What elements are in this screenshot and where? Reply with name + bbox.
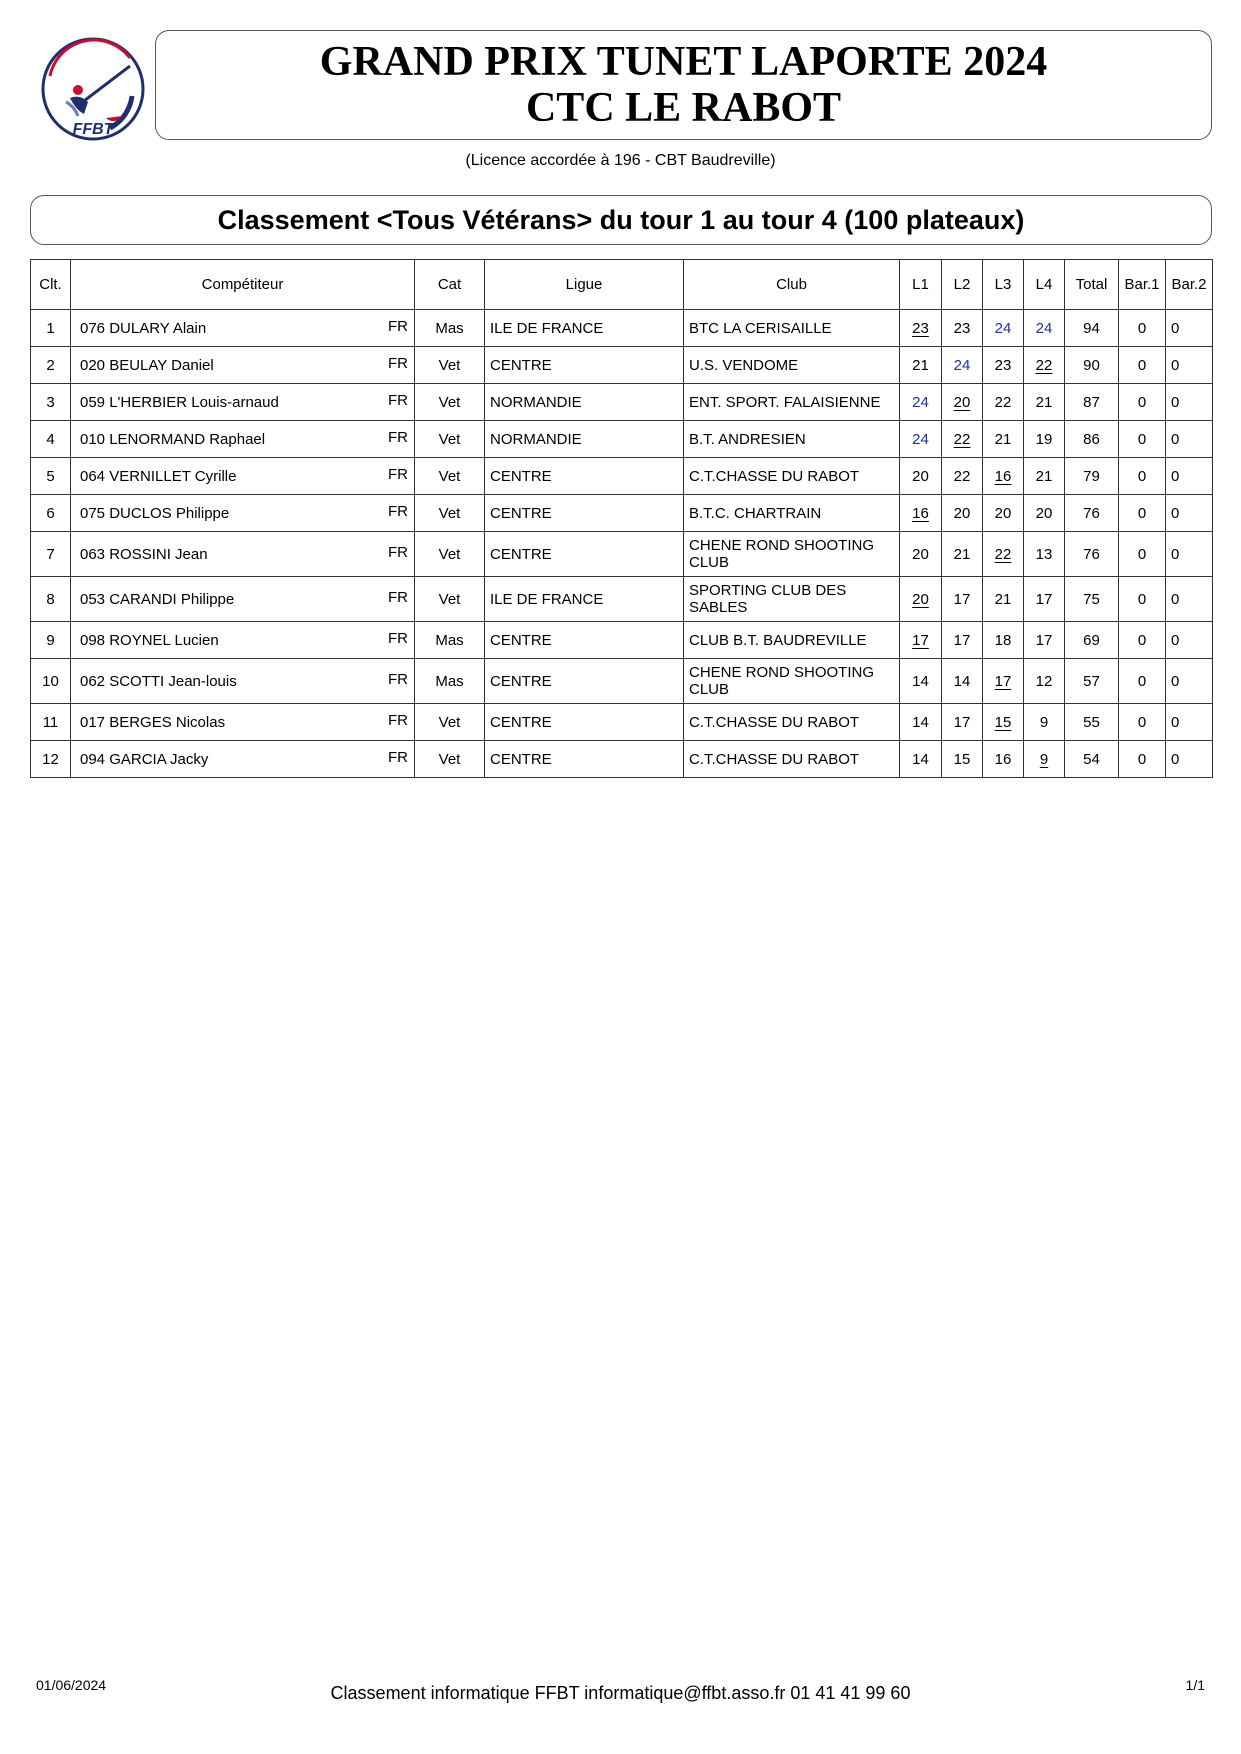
bar2-cell: 0 — [1166, 458, 1213, 495]
total-cell: 94 — [1065, 310, 1119, 347]
header-l3: L3 — [983, 260, 1024, 310]
competitor-cell — [71, 577, 415, 622]
table-row — [31, 495, 1213, 532]
competitor-name: 020 BEULAY Daniel — [80, 356, 214, 374]
total-cell: 55 — [1065, 704, 1119, 741]
rank-cell: 11 — [31, 704, 71, 741]
header-total: Total — [1065, 260, 1119, 310]
bar1-cell: 0 — [1119, 704, 1166, 741]
rank-cell: 7 — [31, 532, 71, 577]
bar1-cell: 0 — [1119, 310, 1166, 347]
competitor-cell — [71, 659, 415, 704]
rank-cell: 4 — [31, 421, 71, 458]
l2-cell: 22 — [942, 458, 983, 495]
ligue-cell: NORMANDIE — [485, 384, 684, 421]
nationality: FR — [388, 543, 408, 561]
l4-cell — [1024, 347, 1065, 384]
bar2-cell: 0 — [1166, 577, 1213, 622]
l2-cell — [942, 384, 983, 421]
bar1-cell: 0 — [1119, 384, 1166, 421]
total-cell: 54 — [1065, 741, 1119, 778]
l4-cell: 13 — [1024, 532, 1065, 577]
club-cell: C.T.CHASSE DU RABOT — [684, 704, 900, 741]
ligue-cell: CENTRE — [485, 458, 684, 495]
rank-cell: 8 — [31, 577, 71, 622]
table-row — [31, 458, 1213, 495]
bar2-cell: 0 — [1166, 622, 1213, 659]
l2-cell: 20 — [942, 495, 983, 532]
table-row — [31, 704, 1213, 741]
logo-text: FFBT — [72, 121, 114, 138]
competitor-cell — [71, 622, 415, 659]
total-cell: 86 — [1065, 421, 1119, 458]
bar2-cell: 0 — [1166, 532, 1213, 577]
competitor-name: 010 LENORMAND Raphael — [80, 430, 266, 448]
nationality: FR — [388, 711, 408, 729]
total-cell: 76 — [1065, 495, 1119, 532]
nationality: FR — [388, 465, 408, 483]
l4-cell: 12 — [1024, 659, 1065, 704]
competitor-name: 053 CARANDI Philippe — [80, 590, 235, 608]
nationality: FR — [388, 748, 408, 766]
ligue-cell: CENTRE — [485, 347, 684, 384]
competitor-name: 017 BERGES Nicolas — [80, 713, 226, 731]
club-cell: CHENE ROND SHOOTING CLUB — [684, 659, 900, 704]
table-row — [31, 421, 1213, 458]
table-row — [31, 659, 1213, 704]
l3-cell: 22 — [983, 384, 1024, 421]
l2-cell: 23 — [942, 310, 983, 347]
rank-cell: 5 — [31, 458, 71, 495]
bar1-cell: 0 — [1119, 347, 1166, 384]
l3-cell: 21 — [983, 577, 1024, 622]
ligue-cell: ILE DE FRANCE — [485, 577, 684, 622]
l4-score: 9 — [1039, 750, 1049, 768]
competitor-cell — [71, 310, 415, 347]
l3-cell: 18 — [983, 622, 1024, 659]
footer-date: 01/06/2024 — [36, 1677, 107, 1693]
total-cell: 75 — [1065, 577, 1119, 622]
club-cell: ENT. SPORT. FALAISIENNE — [684, 384, 900, 421]
competitor-name: 063 ROSSINI Jean — [80, 545, 208, 563]
l2-score: 22 — [953, 430, 971, 448]
l1-cell: 21 — [900, 347, 942, 384]
club-cell: C.T.CHASSE DU RABOT — [684, 458, 900, 495]
event-title: GRAND PRIX TUNET LAPORTE 2024 — [319, 39, 1048, 85]
competitor-name: 076 DULARY Alain — [80, 319, 207, 337]
club-title: CTC LE RABOT — [525, 85, 842, 131]
rank-cell: 2 — [31, 347, 71, 384]
l3-score: 17 — [994, 672, 1012, 690]
ligue-cell: CENTRE — [485, 532, 684, 577]
header-clt: Clt. — [31, 260, 71, 310]
licence-note: (Licence accordée à 196 - CBT Baudreville) — [465, 152, 776, 169]
category-cell: Vet — [415, 704, 485, 741]
bar2-cell: 0 — [1166, 421, 1213, 458]
table-row — [31, 384, 1213, 421]
nationality: FR — [388, 317, 408, 335]
club-cell: B.T.C. CHARTRAIN — [684, 495, 900, 532]
l3-cell: 20 — [983, 495, 1024, 532]
bar1-cell: 0 — [1119, 421, 1166, 458]
bar1-cell: 0 — [1119, 577, 1166, 622]
l4-cell: 9 — [1024, 704, 1065, 741]
l1-score: 23 — [912, 319, 929, 337]
nationality: FR — [388, 629, 408, 647]
category-cell: Vet — [415, 458, 485, 495]
ligue-cell: CENTRE — [485, 659, 684, 704]
total-cell: 57 — [1065, 659, 1119, 704]
category-cell: Vet — [415, 741, 485, 778]
l4-cell — [1024, 741, 1065, 778]
footer-contact: Classement informatique FFBT informatique@ffbt.asso.fr 01 41 41 99 60 — [330, 1683, 911, 1703]
l4-cell: 17 — [1024, 622, 1065, 659]
bar1-cell: 0 — [1119, 622, 1166, 659]
l4-score: 22 — [1035, 356, 1053, 374]
ranking-subtitle: Classement <Tous Vétérans> du tour 1 au tour 4 (100 plateaux) — [30, 195, 1212, 245]
l1-score: 16 — [912, 504, 929, 522]
l3-cell: 24 — [983, 310, 1024, 347]
table-row — [31, 741, 1213, 778]
bar1-cell: 0 — [1119, 495, 1166, 532]
nationality: FR — [388, 391, 408, 409]
table-row — [31, 310, 1213, 347]
results-table — [30, 259, 1213, 778]
competitor-name: 064 VERNILLET Cyrille — [80, 467, 237, 485]
ligue-cell: CENTRE — [485, 741, 684, 778]
competitor-name: 062 SCOTTI Jean-louis — [80, 672, 237, 690]
bar2-cell: 0 — [1166, 704, 1213, 741]
l1-cell — [900, 577, 942, 622]
l1-score: 17 — [912, 631, 929, 649]
l1-cell: 14 — [900, 741, 942, 778]
club-cell: SPORTING CLUB DES SABLES — [684, 577, 900, 622]
header-club: Club — [684, 260, 900, 310]
competitor-cell — [71, 741, 415, 778]
l1-score: 20 — [912, 590, 929, 608]
l2-cell — [942, 421, 983, 458]
l2-score: 20 — [953, 393, 971, 411]
category-cell: Mas — [415, 622, 485, 659]
l4-cell: 17 — [1024, 577, 1065, 622]
l3-cell — [983, 532, 1024, 577]
competitor-name: 098 ROYNEL Lucien — [80, 631, 219, 649]
l2-cell: 17 — [942, 577, 983, 622]
ligue-cell: CENTRE — [485, 495, 684, 532]
header-l1: L1 — [900, 260, 942, 310]
rank-cell: 9 — [31, 622, 71, 659]
category-cell: Vet — [415, 532, 485, 577]
nationality: FR — [388, 502, 408, 520]
category-cell: Mas — [415, 659, 485, 704]
l4-cell: 19 — [1024, 421, 1065, 458]
header-l4: L4 — [1024, 260, 1065, 310]
l3-cell — [983, 458, 1024, 495]
header-l2: L2 — [942, 260, 983, 310]
l4-cell: 20 — [1024, 495, 1065, 532]
l2-cell: 24 — [942, 347, 983, 384]
competitor-cell — [71, 347, 415, 384]
rank-cell: 10 — [31, 659, 71, 704]
ligue-cell: CENTRE — [485, 622, 684, 659]
l3-cell — [983, 659, 1024, 704]
nationality: FR — [388, 428, 408, 446]
category-cell: Mas — [415, 310, 485, 347]
club-cell: CLUB B.T. BAUDREVILLE — [684, 622, 900, 659]
rank-cell: 1 — [31, 310, 71, 347]
table-row — [31, 532, 1213, 577]
ligue-cell: ILE DE FRANCE — [485, 310, 684, 347]
table-row — [31, 347, 1213, 384]
l3-score: 16 — [994, 467, 1012, 485]
bar2-cell: 0 — [1166, 495, 1213, 532]
title-box — [155, 30, 1212, 140]
l2-cell: 14 — [942, 659, 983, 704]
rank-cell: 6 — [31, 495, 71, 532]
nationality: FR — [388, 588, 408, 606]
competitor-cell — [71, 384, 415, 421]
competitor-cell — [71, 704, 415, 741]
l4-cell: 21 — [1024, 384, 1065, 421]
category-cell: Vet — [415, 384, 485, 421]
nationality: FR — [388, 670, 408, 688]
bar1-cell: 0 — [1119, 458, 1166, 495]
total-cell: 76 — [1065, 532, 1119, 577]
l1-cell: 24 — [900, 384, 942, 421]
bar2-cell: 0 — [1166, 310, 1213, 347]
table-header-row — [31, 260, 1213, 310]
table-row — [31, 622, 1213, 659]
bar2-cell: 0 — [1166, 347, 1213, 384]
club-cell: B.T. ANDRESIEN — [684, 421, 900, 458]
header-ligue: Ligue — [485, 260, 684, 310]
table-row — [31, 577, 1213, 622]
category-cell: Vet — [415, 495, 485, 532]
bar2-cell: 0 — [1166, 384, 1213, 421]
l3-cell — [983, 704, 1024, 741]
club-cell: U.S. VENDOME — [684, 347, 900, 384]
header-cat: Cat — [415, 260, 485, 310]
competitor-name: 059 L'HERBIER Louis-arnaud — [80, 393, 279, 411]
l4-cell: 21 — [1024, 458, 1065, 495]
l1-cell — [900, 310, 942, 347]
ligue-cell: CENTRE — [485, 704, 684, 741]
competitor-name: 094 GARCIA Jacky — [80, 750, 209, 768]
ffbt-logo — [40, 36, 146, 142]
club-cell: C.T.CHASSE DU RABOT — [684, 741, 900, 778]
rank-cell: 3 — [31, 384, 71, 421]
l2-cell: 15 — [942, 741, 983, 778]
l1-cell: 20 — [900, 532, 942, 577]
club-cell: CHENE ROND SHOOTING CLUB — [684, 532, 900, 577]
l4-cell: 24 — [1024, 310, 1065, 347]
bar1-cell: 0 — [1119, 659, 1166, 704]
header-bar1: Bar.1 — [1119, 260, 1166, 310]
total-cell: 69 — [1065, 622, 1119, 659]
bar1-cell: 0 — [1119, 741, 1166, 778]
l3-score: 15 — [994, 713, 1012, 731]
bar2-cell: 0 — [1166, 741, 1213, 778]
competitor-cell — [71, 532, 415, 577]
club-cell: BTC LA CERISAILLE — [684, 310, 900, 347]
bar2-cell: 0 — [1166, 659, 1213, 704]
l1-cell: 14 — [900, 659, 942, 704]
l2-cell: 21 — [942, 532, 983, 577]
category-cell: Vet — [415, 347, 485, 384]
l2-cell: 17 — [942, 704, 983, 741]
total-cell: 90 — [1065, 347, 1119, 384]
footer-page-number: 1/1 — [1185, 1677, 1205, 1693]
rank-cell: 12 — [31, 741, 71, 778]
competitor-cell — [71, 421, 415, 458]
l3-score: 22 — [994, 545, 1012, 563]
total-cell: 87 — [1065, 384, 1119, 421]
bar1-cell: 0 — [1119, 532, 1166, 577]
l1-cell: 24 — [900, 421, 942, 458]
total-cell: 79 — [1065, 458, 1119, 495]
category-cell: Vet — [415, 421, 485, 458]
ligue-cell: NORMANDIE — [485, 421, 684, 458]
nationality: FR — [388, 354, 408, 372]
competitor-cell — [71, 458, 415, 495]
l1-cell — [900, 622, 942, 659]
l1-cell — [900, 495, 942, 532]
l3-cell: 21 — [983, 421, 1024, 458]
l3-cell: 16 — [983, 741, 1024, 778]
l3-cell: 23 — [983, 347, 1024, 384]
header-competiteur: Compétiteur — [71, 260, 415, 310]
competitor-cell — [71, 495, 415, 532]
competitor-name: 075 DUCLOS Philippe — [80, 504, 230, 522]
l1-cell: 20 — [900, 458, 942, 495]
header-bar2: Bar.2 — [1166, 260, 1213, 310]
l2-cell: 17 — [942, 622, 983, 659]
category-cell: Vet — [415, 577, 485, 622]
l1-cell: 14 — [900, 704, 942, 741]
